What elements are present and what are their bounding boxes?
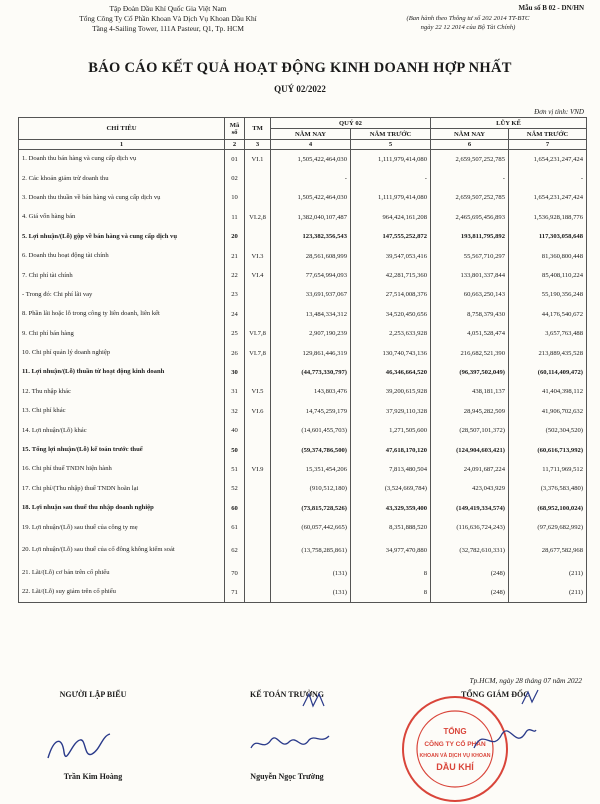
cell-note: VI.7,8	[245, 324, 271, 343]
table-row	[19, 402, 587, 421]
cell-quarter-this-year: 15,351,454,206	[271, 460, 351, 479]
preparer-name: Trần Kim Hoàng	[63, 772, 123, 781]
cell-ytd-this-year: 133,801,337,844	[431, 266, 509, 285]
table-row	[19, 188, 587, 207]
cell-code: 31	[225, 382, 245, 401]
report-title: BÁO CÁO KẾT QUẢ HOẠT ĐỘNG KINH DOANH HỢP NHẤT	[88, 60, 512, 76]
header-ytd: LŨY KẾ	[431, 118, 587, 129]
cell-ytd-this-year: 423,043,929	[431, 479, 509, 498]
cell-quarter-this-year: (73,815,728,526)	[271, 499, 351, 518]
cell-item: 9. Chi phí bán hàng	[19, 324, 225, 343]
preparer-signature	[40, 728, 120, 770]
form-basis-line2: ngày 22 12 2014 của Bộ Tài Chính)	[420, 24, 516, 31]
table-row	[19, 169, 587, 188]
cell-code: 20	[225, 227, 245, 246]
company-address: Tầng 4-Sailing Tower, 111A Pasteur, Q1, Tp. HCM	[92, 24, 244, 33]
cell-quarter-last-year: -	[351, 169, 431, 188]
director-initial-mark	[518, 688, 542, 710]
cell-ytd-last-year: 117,303,058,648	[509, 227, 587, 246]
cell-ytd-this-year: -	[431, 169, 509, 188]
cell-note	[245, 583, 271, 602]
cell-ytd-this-year: 55,567,710,297	[431, 246, 509, 265]
accountant-title: KẾ TOÁN TRƯỞNG	[250, 690, 324, 699]
cell-ytd-this-year: 2,465,695,456,893	[431, 208, 509, 227]
director-title: TỔNG GIÁM ĐỐC	[461, 690, 529, 699]
cell-note	[245, 499, 271, 518]
cell-note: VI.4	[245, 266, 271, 285]
cell-ytd-last-year: (60,616,713,992)	[509, 440, 587, 459]
cell-note: VI.3	[245, 246, 271, 265]
cell-ytd-this-year: (124,904,603,421)	[431, 440, 509, 459]
cell-quarter-last-year: 2,253,633,928	[351, 324, 431, 343]
cell-item: 5. Lợi nhuận/(Lỗ) gộp về bán hàng và cung cấp dịch vụ	[19, 227, 225, 246]
table-row	[19, 382, 587, 401]
cell-item: 17. Chi phí/(Thu nhập) thuế TNDN hoãn lại	[19, 479, 225, 498]
table-row	[19, 518, 587, 537]
cell-ytd-last-year: -	[509, 169, 587, 188]
cell-code: 11	[225, 208, 245, 227]
cell-note	[245, 440, 271, 459]
table-row	[19, 150, 587, 169]
cell-ytd-last-year: (3,376,583,480)	[509, 479, 587, 498]
cell-ytd-last-year: 85,408,110,224	[509, 266, 587, 285]
svg-text:DẦU KHÍ: DẦU KHÍ	[436, 762, 474, 772]
cell-ytd-last-year: 28,677,582,968	[509, 537, 587, 563]
cell-ytd-this-year: 8,758,379,430	[431, 305, 509, 324]
cell-quarter-last-year: 130,740,743,136	[351, 343, 431, 362]
cell-quarter-last-year: 964,424,161,208	[351, 208, 431, 227]
cell-item: 7. Chi phí tài chính	[19, 266, 225, 285]
cell-ytd-this-year: 193,811,795,892	[431, 227, 509, 246]
table-row	[19, 208, 587, 227]
cell-code: 01	[225, 150, 245, 169]
cell-quarter-this-year: 14,745,259,179	[271, 402, 351, 421]
cell-quarter-this-year: 2,907,190,239	[271, 324, 351, 343]
cell-quarter-last-year: 37,929,110,328	[351, 402, 431, 421]
header-q-this-year: NĂM NAY	[271, 129, 351, 140]
cell-note	[245, 563, 271, 582]
cell-ytd-this-year: 24,091,687,224	[431, 460, 509, 479]
cell-ytd-last-year: (60,114,409,472)	[509, 363, 587, 382]
header-item: CHỈ TIÊU	[19, 118, 225, 140]
cell-code: 21	[225, 246, 245, 265]
cell-code: 70	[225, 563, 245, 582]
cell-note	[245, 421, 271, 440]
table-row	[19, 246, 587, 265]
cell-note	[245, 285, 271, 304]
cell-quarter-this-year: 1,505,422,464,030	[271, 150, 351, 169]
cell-quarter-last-year: 8,351,888,520	[351, 518, 431, 537]
cell-quarter-last-year: 39,547,053,416	[351, 246, 431, 265]
table-row	[19, 421, 587, 440]
cell-quarter-last-year: 42,281,715,360	[351, 266, 431, 285]
cell-code: 24	[225, 305, 245, 324]
cell-quarter-this-year: (59,374,786,500)	[271, 440, 351, 459]
cell-ytd-this-year: 2,659,507,252,785	[431, 150, 509, 169]
cell-item: 12. Thu nhập khác	[19, 382, 225, 401]
cell-note: VI.6	[245, 402, 271, 421]
cell-quarter-this-year: 1,505,422,464,030	[271, 188, 351, 207]
cell-quarter-this-year: -	[271, 169, 351, 188]
cell-code: 25	[225, 324, 245, 343]
form-basis-line1: (Ban hành theo Thông tư số 202 2014 TT-BTC	[406, 14, 530, 22]
cell-quarter-this-year: (44,773,330,797)	[271, 363, 351, 382]
cell-quarter-this-year: (14,601,455,703)	[271, 421, 351, 440]
cell-item: 10. Chi phí quản lý doanh nghiệp	[19, 343, 225, 362]
signing-date: Tp.HCM, ngày 28 tháng 07 năm 2022	[469, 676, 582, 685]
cell-ytd-last-year: 55,190,356,248	[509, 285, 587, 304]
cell-code: 22	[225, 266, 245, 285]
svg-text:TỔNG: TỔNG	[443, 727, 467, 736]
cell-note	[245, 537, 271, 563]
cell-quarter-last-year: 8	[351, 583, 431, 602]
cell-quarter-this-year: (131)	[271, 583, 351, 602]
cell-ytd-last-year: 81,360,800,448	[509, 246, 587, 265]
cell-ytd-last-year: (211)	[509, 583, 587, 602]
cell-code: 50	[225, 440, 245, 459]
cell-item: 14. Lợi nhuận/(Lỗ) khác	[19, 421, 225, 440]
cell-ytd-last-year: 1,654,231,247,424	[509, 188, 587, 207]
header-ytd-this-year: NĂM NAY	[431, 129, 509, 140]
cell-item: 6. Doanh thu hoạt động tài chính	[19, 246, 225, 265]
cell-note	[245, 227, 271, 246]
cell-code: 23	[225, 285, 245, 304]
table-row	[19, 537, 587, 563]
cell-note: VI.9	[245, 460, 271, 479]
cell-quarter-last-year: 34,520,450,656	[351, 305, 431, 324]
cell-note	[245, 169, 271, 188]
cell-code: 61	[225, 518, 245, 537]
table-row	[19, 266, 587, 285]
company-header	[18, 4, 318, 34]
cell-note	[245, 479, 271, 498]
svg-text:KHOAN VÀ DỊCH VỤ KHOAN: KHOAN VÀ DỊCH VỤ KHOAN	[419, 753, 491, 759]
cell-item: 3. Doanh thu thuần về bán hàng và cung cấp dịch vụ	[19, 188, 225, 207]
column-index-row: 1 2 3 4 5 6 7	[19, 140, 587, 150]
cell-note	[245, 363, 271, 382]
cell-item: 15. Tổng lợi nhuận/(Lỗ) kế toán trước thuế	[19, 440, 225, 459]
cell-quarter-last-year: 1,271,505,600	[351, 421, 431, 440]
cell-note: VI.7,8	[245, 343, 271, 362]
cell-item: 19. Lợi nhuận/(Lỗ) sau thuế của công ty mẹ	[19, 518, 225, 537]
cell-quarter-last-year: 7,813,480,504	[351, 460, 431, 479]
cell-quarter-this-year: (60,057,442,665)	[271, 518, 351, 537]
cell-quarter-last-year: 147,555,252,872	[351, 227, 431, 246]
cell-quarter-this-year: 1,382,040,107,487	[271, 208, 351, 227]
table-row	[19, 440, 587, 459]
table-row	[19, 363, 587, 382]
report-period: QUÝ 02/2022	[274, 84, 326, 94]
accountant-initial-mark	[300, 690, 330, 712]
cell-item: 4. Giá vốn hàng bán	[19, 208, 225, 227]
cell-quarter-this-year: 28,561,608,999	[271, 246, 351, 265]
preparer-title: NGƯỜI LẬP BIỂU	[59, 690, 127, 699]
cell-item: 20. Lợi nhuận/(Lỗ) sau thuế của cổ đông không kiểm soát	[19, 537, 225, 563]
cell-ytd-last-year: 41,906,702,632	[509, 402, 587, 421]
header-note: TM	[245, 118, 271, 140]
header-quarter: QUÝ 02	[271, 118, 431, 129]
cell-item: 13. Chi phí khác	[19, 402, 225, 421]
cell-code: 30	[225, 363, 245, 382]
table-row	[19, 305, 587, 324]
cell-ytd-last-year: 213,889,435,528	[509, 343, 587, 362]
cell-ytd-this-year: 60,663,250,143	[431, 285, 509, 304]
cell-item: 11. Lợi nhuận/(Lỗ) thuần từ hoạt động kinh doanh	[19, 363, 225, 382]
cell-ytd-last-year: (97,629,682,992)	[509, 518, 587, 537]
cell-code: 40	[225, 421, 245, 440]
cell-item: 18. Lợi nhuận sau thuế thu nhập doanh nghiệp	[19, 499, 225, 518]
cell-ytd-last-year: 1,654,231,247,424	[509, 150, 587, 169]
accountant-name: Nguyễn Ngọc Trường	[250, 772, 324, 781]
table-row	[19, 285, 587, 304]
cell-quarter-last-year: (3,524,669,784)	[351, 479, 431, 498]
cell-ytd-this-year: (248)	[431, 563, 509, 582]
cell-code: 62	[225, 537, 245, 563]
table-row	[19, 460, 587, 479]
cell-ytd-this-year: 2,659,507,252,785	[431, 188, 509, 207]
cell-quarter-last-year: 47,618,170,120	[351, 440, 431, 459]
cell-note: VI.5	[245, 382, 271, 401]
form-number: Mẫu số B 02 - DN/HN	[518, 4, 584, 12]
cell-quarter-this-year: (131)	[271, 563, 351, 582]
header-ytd-last-year: NĂM TRƯỚC	[509, 129, 587, 140]
table-row	[19, 479, 587, 498]
cell-ytd-last-year: (502,304,520)	[509, 421, 587, 440]
cell-code: 71	[225, 583, 245, 602]
cell-quarter-last-year: 34,977,470,880	[351, 537, 431, 563]
cell-quarter-last-year: 39,200,615,928	[351, 382, 431, 401]
cell-quarter-this-year: 13,484,334,312	[271, 305, 351, 324]
cell-ytd-this-year: (116,636,724,243)	[431, 518, 509, 537]
cell-note: VI.2,8	[245, 208, 271, 227]
cell-quarter-this-year: 33,691,937,067	[271, 285, 351, 304]
cell-quarter-this-year: 143,803,476	[271, 382, 351, 401]
cell-ytd-this-year: 4,051,528,474	[431, 324, 509, 343]
cell-note	[245, 305, 271, 324]
cell-ytd-last-year: 44,176,540,672	[509, 305, 587, 324]
group-name: Tập Đoàn Dầu Khí Quốc Gia Việt Nam	[109, 4, 227, 13]
cell-quarter-this-year: 129,861,446,319	[271, 343, 351, 362]
cell-ytd-this-year: 28,945,282,509	[431, 402, 509, 421]
cell-code: 32	[225, 402, 245, 421]
table-row	[19, 324, 587, 343]
cell-ytd-last-year: 1,536,928,188,776	[509, 208, 587, 227]
form-header	[348, 4, 588, 33]
cell-quarter-last-year: 46,346,664,520	[351, 363, 431, 382]
cell-code: 10	[225, 188, 245, 207]
cell-note	[245, 518, 271, 537]
cell-item: - Trong đó: Chi phí lãi vay	[19, 285, 225, 304]
income-statement-table	[18, 117, 587, 603]
currency-unit: Đơn vị tính: VND	[534, 108, 584, 116]
cell-quarter-this-year: (910,512,180)	[271, 479, 351, 498]
cell-quarter-last-year: 43,329,359,400	[351, 499, 431, 518]
table-row	[19, 499, 587, 518]
cell-ytd-last-year: 3,657,763,488	[509, 324, 587, 343]
cell-quarter-last-year: 27,514,008,376	[351, 285, 431, 304]
cell-quarter-this-year: (13,758,285,861)	[271, 537, 351, 563]
director-signature	[470, 720, 540, 760]
cell-item: 21. Lãi/(Lỗ) cơ bản trên cổ phiếu	[19, 563, 225, 582]
cell-note: VI.1	[245, 150, 271, 169]
cell-ytd-this-year: 216,682,521,390	[431, 343, 509, 362]
svg-text:CÔNG TY CỔ PHẦN: CÔNG TY CỔ PHẦN	[424, 741, 486, 748]
cell-quarter-last-year: 8	[351, 563, 431, 582]
company-name: Tổng Công Ty Cổ Phần Khoan Và Dịch Vụ Khoan Dầu Khí	[79, 14, 257, 23]
cell-ytd-last-year: 11,711,969,512	[509, 460, 587, 479]
cell-ytd-last-year: (211)	[509, 563, 587, 582]
cell-ytd-this-year: 438,181,137	[431, 382, 509, 401]
header-q-last-year: NĂM TRƯỚC	[351, 129, 431, 140]
cell-item: 22. Lãi/(Lỗ) suy giảm trên cổ phiếu	[19, 583, 225, 602]
cell-ytd-last-year: (68,952,100,024)	[509, 499, 587, 518]
table-row	[19, 343, 587, 362]
cell-note	[245, 188, 271, 207]
cell-ytd-this-year: (248)	[431, 583, 509, 602]
cell-ytd-last-year: 41,404,398,112	[509, 382, 587, 401]
table-row	[19, 227, 587, 246]
cell-code: 51	[225, 460, 245, 479]
table-row	[19, 583, 587, 602]
cell-item: 8. Phần lãi hoặc lỗ trong công ty liên doanh, liên kết	[19, 305, 225, 324]
cell-quarter-last-year: 1,111,979,414,080	[351, 188, 431, 207]
cell-quarter-last-year: 1,111,979,414,080	[351, 150, 431, 169]
cell-ytd-this-year: (149,419,334,574)	[431, 499, 509, 518]
cell-ytd-this-year: (96,397,502,049)	[431, 363, 509, 382]
cell-ytd-this-year: (32,782,610,331)	[431, 537, 509, 563]
cell-code: 60	[225, 499, 245, 518]
cell-code: 52	[225, 479, 245, 498]
cell-quarter-this-year: 77,654,994,093	[271, 266, 351, 285]
header-code: Mã số	[225, 118, 245, 140]
cell-code: 02	[225, 169, 245, 188]
table-row	[19, 563, 587, 582]
accountant-signature	[245, 724, 335, 764]
cell-item: 16. Chi phí thuế TNDN hiện hành	[19, 460, 225, 479]
cell-code: 26	[225, 343, 245, 362]
cell-item: 1. Doanh thu bán hàng và cung cấp dịch vụ	[19, 150, 225, 169]
cell-ytd-this-year: (28,507,101,372)	[431, 421, 509, 440]
cell-quarter-this-year: 123,382,356,543	[271, 227, 351, 246]
cell-item: 2. Các khoản giảm trừ doanh thu	[19, 169, 225, 188]
